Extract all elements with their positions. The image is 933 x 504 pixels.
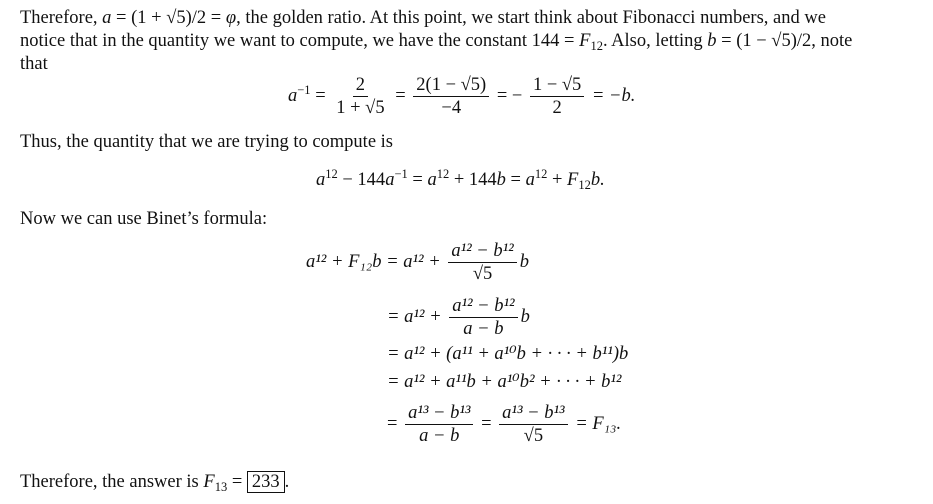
fraction-a13-ab: $\frac{\text{a¹³ − b¹³}}{a - b}$ [405,402,473,447]
paragraph-1-line-1: Therefore, a = (1 + √5)/2 = φ, the golden ratio. At this point, we start think about Fibonacci numbers, and we [20,8,826,28]
equation-inverse-a: $a^{-1}$ = $\frac{2}{1 + √5}$ = $\frac{2(1 - √5)}{-4}$ = − $\frac{1 - √5}{2}$ = −b. [288,75,636,118]
paragraph-1-line-3: that [20,54,48,74]
paragraph-3: Now we can use Binet’s formula: [20,209,268,229]
derivation-row-4: = a¹² + a¹¹b + a¹⁰b² + · · · + b¹² [387,372,622,392]
fraction-a13-sqrt5: $\frac{\text{a¹³ − b¹³}}{√5}$ [499,402,567,447]
derivation-row-5: = $\frac{\text{a¹³ − b¹³}}{a - b}$ = $\frac{\text{a¹³ − b¹³}}{√5}$ = F₁₃. [387,403,622,446]
fraction-1: $\frac{2}{1 + √5}$ [336,75,385,118]
fraction-binet: $\frac{\text{a¹² − b¹²}}{√5}$ [448,240,516,285]
fraction-ab: $\frac{\text{a¹² − b¹²}}{a - b}$ [449,295,517,340]
derivation-row-1: a¹² + F₁₂b = a¹² + $\frac{\text{a¹² − b¹²}}{√5}$ b [306,241,529,284]
paragraph-2: Thus, the quantity that we are trying to compute is [20,132,393,152]
equation-quantity: $a^{12} - 144a^{-1} = a^{12} + 144b = a^{12} + F_{12}b$. [316,167,605,192]
derivation-row-2: = a¹² + $\frac{\text{a¹² − b¹²}}{a - b}$ b [387,296,530,339]
fraction-2: $\frac{2(1 - √5)}{-4}$ [413,74,489,119]
paragraph-1-line-2: notice that in the quantity we want to compute, we have the constant $144 = F_{12}$. Also, letting b = (1 − √5)/2, note [20,31,853,53]
paragraph-4-answer: Therefore, the answer is $F_{13} = 233$ . [20,472,290,494]
fraction-3: $\frac{1 - √5}{2}$ [530,74,584,119]
answer-box: 233 [247,471,285,493]
derivation-row-3: = a¹² + (a¹¹ + a¹⁰b + · · · + b¹¹)b [387,344,629,364]
